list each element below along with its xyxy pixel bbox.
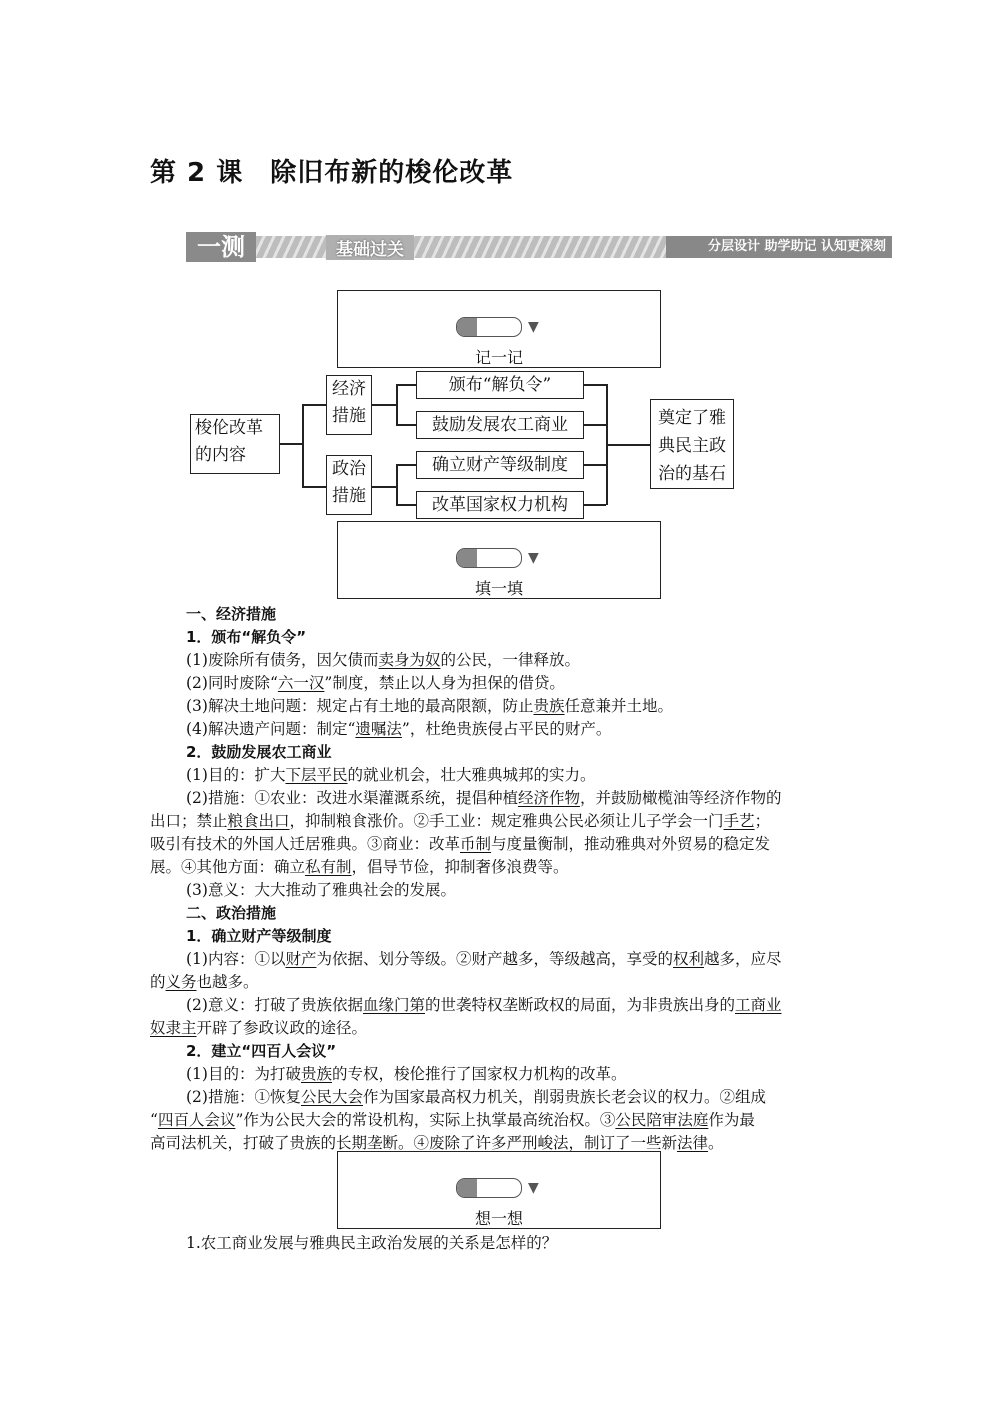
para-6a: (2)措施：①农业：改进水渠灌溉系统，提倡种植经济作物，并鼓励橄榄油等经济作物的: [186, 789, 782, 807]
diagram-item2: 鼓励发展农工商业: [416, 411, 584, 439]
diagram-item4: 改革国家权力机构: [416, 491, 584, 519]
para-8a: (1)内容：①以财产为依据、划分等级。②财产越多，等级越高，享受的权利越多，应尽: [186, 950, 782, 968]
para-5: (1)目的：扩大下层平民的就业机会，壮大雅典城邦的实力。: [186, 766, 596, 784]
section-banner: [186, 232, 892, 262]
banner-mark: 一测: [186, 232, 256, 262]
triangle-down-icon: ▼: [528, 319, 539, 335]
triangle-down-icon: ▼: [528, 550, 539, 566]
para-8b: 的义务也越多。: [150, 973, 259, 991]
banner-section-label: 基础过关: [326, 235, 414, 260]
diagram-root: 梭伦改革的内容: [190, 414, 280, 474]
diagram-item3: 确立财产等级制度: [416, 451, 584, 479]
heading-pol: 二、政治措施: [186, 904, 277, 922]
pill-icon: [456, 1178, 522, 1198]
remember-label: 记一记: [474, 348, 523, 367]
remember-box: [337, 290, 661, 368]
para-4: (4)解决遗产问题：制定“遗嘱法”，杜绝贵族侵占平民的财产。: [186, 720, 612, 738]
para-11b: “四百人会议”作为公民大会的常设机构，实际上执掌最高统治权。③公民陪审法庭作为最: [150, 1111, 755, 1129]
para-1: (1)废除所有债务，因欠债而卖身为奴的公民，一律释放。: [186, 651, 580, 669]
diagram-item1: 颁布“解负令”: [416, 371, 584, 399]
triangle-down-icon: ▼: [528, 1180, 539, 1196]
think-label: 想一想: [474, 1209, 523, 1228]
question-1: 1.农工商业发展与雅典民主政治发展的关系是怎样的？: [186, 1234, 558, 1252]
pill-icon: [456, 548, 522, 568]
para-2: (2)同时废除“六一汉”制度，禁止以人身为担保的借贷。: [186, 674, 565, 692]
para-6d: 展。④其他方面：确立私有制，倡导节俭，抑制奢侈浪费等。: [150, 858, 569, 876]
banner-section: [256, 236, 666, 258]
heading-property: 1．确立财产等级制度: [186, 927, 332, 945]
para-3: (3)解决土地问题：规定占有土地的最高限额，防止贵族任意兼并土地。: [186, 697, 673, 715]
heading-agri: 2．鼓励发展农工商业: [186, 743, 332, 761]
para-11a: (2)措施：①恢复公民大会作为国家最高权力机关，削弱贵族长老会议的权力。②组成: [186, 1088, 766, 1106]
banner-slogan: 分层设计 助学助记 认知更深刻: [666, 236, 892, 258]
heading-decree: 1．颁布“解负令”: [186, 628, 307, 646]
fill-box: [337, 521, 661, 599]
page-title: 第 2 课 除旧布新的梭伦改革: [150, 158, 514, 188]
para-10: (1)目的：为打破贵族的专权，梭伦推行了国家权力机构的改革。: [186, 1065, 627, 1083]
think-box: [337, 1151, 661, 1229]
diagram-econ: 经济措施: [326, 375, 372, 435]
diagram-pol: 政治措施: [326, 455, 372, 515]
heading-econ: 一、经济措施: [186, 605, 277, 623]
pill-icon: [456, 317, 522, 337]
para-7: (3)意义：大大推动了雅典社会的发展。: [186, 881, 456, 899]
diagram-result: 奠定了雅典民主政治的基石: [650, 399, 734, 489]
para-6b: 出口；禁止粮食出口，抑制粮食涨价。②手工业：规定雅典公民必须让儿子学会一门手艺；: [150, 812, 771, 830]
para-11c: 高司法机关，打破了贵族的长期垄断。④废除了许多严刑峻法，制订了一些新法律。: [150, 1134, 724, 1152]
para-9b: 奴隶主开辟了参政议政的途径。: [150, 1019, 368, 1037]
para-6c: 吸引有技术的外国人迁居雅典。③商业：改革币制与度量衡制，推动雅典对外贸易的稳定发: [150, 835, 771, 853]
fill-label: 填一填: [474, 579, 523, 598]
para-9a: (2)意义：打破了贵族依据血缘门第的世袭特权垄断政权的局面，为非贵族出身的工商业: [186, 996, 782, 1014]
heading-council: 2．建立“四百人会议”: [186, 1042, 337, 1060]
